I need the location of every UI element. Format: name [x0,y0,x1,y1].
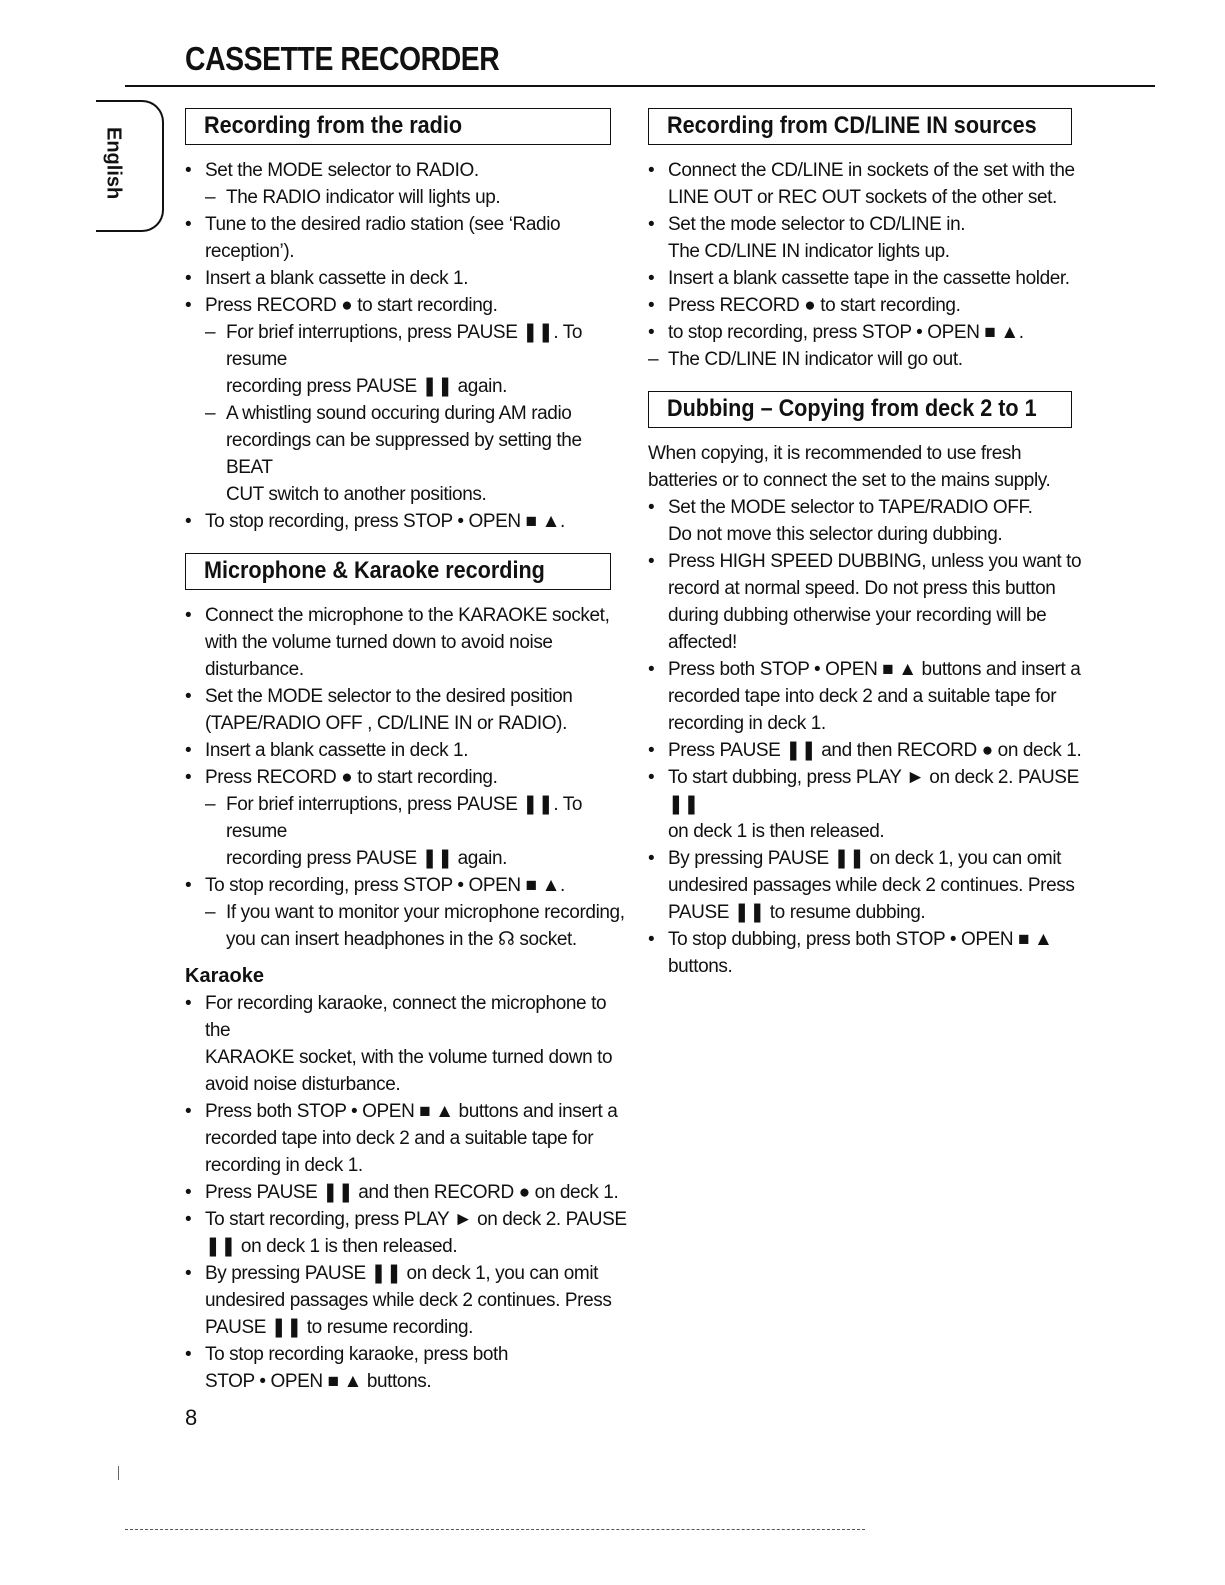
list-item: • Set the MODE selector to the desired position [185,683,630,710]
list-item: KARAOKE socket, with the volume turned down to [205,1047,613,1068]
list-item: • Press HIGH SPEED DUBBING, unless you want to [648,548,1093,575]
list-item: recording in deck 1. [205,1155,363,1176]
list-item: • For recording karaoke, connect the microphone to the [185,990,630,1044]
list-item: PAUSE ❚❚ to resume recording. [205,1317,474,1338]
list-item: – A whistling sound occuring during AM radio [185,400,630,427]
dubbing-intro-line: When copying, it is recommended to use fresh [648,443,1022,464]
list-item: reception’). [205,241,295,262]
scan-footer-line [125,1529,865,1530]
page-number: 8 [185,1405,198,1430]
list-item: undesired passages while deck 2 continues. Press [668,875,1075,896]
list-item: buttons. [668,956,733,977]
list-item: • Set the mode selector to CD/LINE in. [648,211,1093,238]
list-item: ❚❚ on deck 1 is then released. [205,1236,458,1257]
list-item: you can insert headphones in the ☊ socket. [226,929,577,950]
list-item: • To stop recording, press STOP • OPEN ■ ▲. [185,508,630,535]
section-heading-cdline: Recording from CD/LINE IN sources [648,108,1072,145]
list-item: • Tune to the desired radio station (see ‘Radio [185,211,630,238]
radio-list [185,157,630,535]
list-item: affected! [668,632,737,653]
list-item: recorded tape into deck 2 and a suitable tape for [668,686,1057,707]
list-item: • to stop recording, press STOP • OPEN ■ ▲. [648,319,1093,346]
list-item: • Set the MODE selector to TAPE/RADIO OFF. [648,494,1093,521]
list-item: Do not move this selector during dubbing. [668,524,1003,545]
list-item: disturbance. [205,659,304,680]
list-item: recording press PAUSE ❚❚ again. [226,376,507,397]
title-rule [125,85,1155,87]
list-item: record at normal speed. Do not press this button [668,578,1056,599]
list-item: • By pressing PAUSE ❚❚ on deck 1, you can omit [185,1260,630,1287]
list-item: undesired passages while deck 2 continues. Press [205,1290,612,1311]
list-item: • Press PAUSE ❚❚ and then RECORD ● on deck 1. [185,1179,630,1206]
list-item: – For brief interruptions, press PAUSE ❚❚. To resume [185,319,630,373]
list-item: – The RADIO indicator will lights up. [185,184,630,211]
list-item: • To start recording, press PLAY ► on deck 2. PAUSE [185,1206,630,1233]
list-item: • Insert a blank cassette tape in the cassette holder. [648,265,1093,292]
list-item: recordings can be suppressed by setting the BEAT [226,430,582,478]
right-column [648,108,1093,980]
list-item: – For brief interruptions, press PAUSE ❚❚. To resume [185,791,630,845]
section-heading-dubbing: Dubbing – Copying from deck 2 to 1 [648,391,1072,428]
cdline-list [648,157,1093,373]
left-column [185,108,630,1395]
list-item: recording in deck 1. [668,713,826,734]
list-item: The CD/LINE IN indicator lights up. [668,241,950,262]
list-item: • Press RECORD ● to start recording. [185,292,630,319]
list-item: • Press PAUSE ❚❚ and then RECORD ● on deck 1. [648,737,1093,764]
list-item: on deck 1 is then released. [668,821,885,842]
list-item: • Press RECORD ● to start recording. [185,764,630,791]
list-item: recorded tape into deck 2 and a suitable tape for [205,1128,594,1149]
microphone-list [185,602,630,953]
list-item: • Press RECORD ● to start recording. [648,292,1093,319]
list-item: • By pressing PAUSE ❚❚ on deck 1, you can omit [648,845,1093,872]
list-item: CUT switch to another positions. [226,484,487,505]
list-item: • Connect the microphone to the KARAOKE socket, [185,602,630,629]
karaoke-list [185,990,630,1395]
list-item: – The CD/LINE IN indicator will go out. [648,346,1093,373]
list-item: PAUSE ❚❚ to resume dubbing. [668,902,926,923]
dubbing-intro-line: batteries or to connect the set to the mains supply. [648,470,1051,491]
list-item: STOP • OPEN ■ ▲ buttons. [205,1371,432,1392]
list-item: • Press both STOP • OPEN ■ ▲ buttons and insert a [648,656,1093,683]
list-item: • Insert a blank cassette in deck 1. [185,737,630,764]
scan-mark [118,1466,119,1480]
section-heading-microphone: Microphone & Karaoke recording [185,553,611,590]
dubbing-list [648,494,1093,980]
page-title: CASSETTE RECORDER [185,40,500,77]
list-item: (TAPE/RADIO OFF , CD/LINE IN or RADIO). [205,713,567,734]
section-heading-radio: Recording from the radio [185,108,611,145]
list-item: • To stop recording karaoke, press both [185,1341,630,1368]
list-item: LINE OUT or REC OUT sockets of the other set. [668,187,1057,208]
list-item: • To stop recording, press STOP • OPEN ■ ▲. [185,872,630,899]
list-item: with the volume turned down to avoid noise [205,632,553,653]
list-item: during dubbing otherwise your recording will be [668,605,1047,626]
karaoke-heading: Karaoke [185,965,264,987]
list-item: – If you want to monitor your microphone recording, [185,899,630,926]
list-item: • Insert a blank cassette in deck 1. [185,265,630,292]
list-item: avoid noise disturbance. [205,1074,401,1095]
list-item: • Press both STOP • OPEN ■ ▲ buttons and insert a [185,1098,630,1125]
list-item: recording press PAUSE ❚❚ again. [226,848,507,869]
list-item: • Connect the CD/LINE in sockets of the set with the [648,157,1093,184]
list-item: • To start dubbing, press PLAY ► on deck 2. PAUSE ❚❚ [648,764,1093,818]
language-label: English [102,127,125,200]
list-item: • Set the MODE selector to RADIO. [185,157,630,184]
list-item: • To stop dubbing, press both STOP • OPEN ■ ▲ [648,926,1093,953]
